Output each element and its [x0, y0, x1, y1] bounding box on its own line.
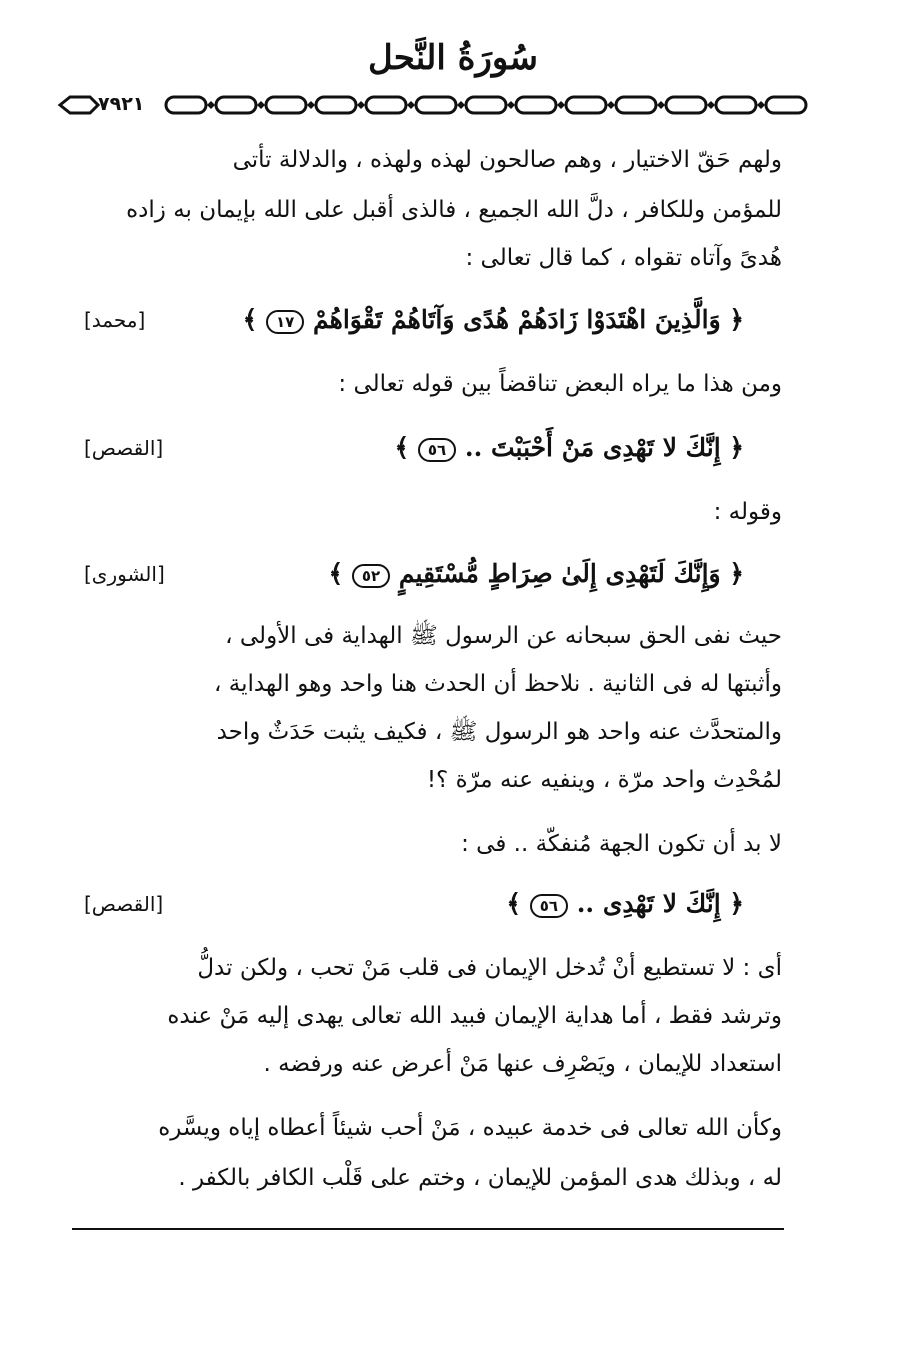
- page-number: ٧٩٢١: [98, 93, 145, 115]
- ayah-number: ٥٢: [352, 564, 390, 588]
- text-line: لا بد أن تكون الجهة مُنفكّة .. فى :: [461, 831, 782, 857]
- surah-reference: [الشورى]: [84, 562, 165, 586]
- verse-close-bracket: ﴾: [328, 559, 344, 588]
- text-line: لمُحْدِث واحد مرّة ، وينفيه عنه مرّة ؟!: [426, 767, 782, 793]
- text-line: استعداد للإيمان ، ويَصْرِف عنها مَنْ أعرض عنه ورفضه .: [263, 1051, 782, 1077]
- ayah-number: ١٧: [266, 310, 304, 334]
- text-line: وترشد فقط ، أما هداية الإيمان فبيد الله تعالى يهدى إليه مَنْ عنده: [167, 1003, 782, 1029]
- text-line: هُدىً وآتاه تقواه ، كما قال تعالى :: [465, 245, 782, 271]
- ornamental-border: [56, 92, 812, 118]
- text-line: ومن هذا ما يراه البعض تناقضاً بين قوله تعالى :: [338, 371, 782, 397]
- surah-title: سُورَةُ النَّحل: [368, 38, 538, 78]
- verse-text: ﴿ إِنَّكَ لا تَهْدِى ..: [576, 889, 744, 918]
- ayah-number: ٥٦: [418, 438, 456, 462]
- text-line: أى : لا تستطيع أنْ تُدخل الإيمان فى قلب مَنْ تحب ، ولكن تدلُّ: [197, 955, 782, 981]
- verse-text: ﴿ إِنَّكَ لا تَهْدِى مَنْ أَحْبَبْتَ ..: [464, 433, 744, 462]
- text-line: وقوله :: [713, 499, 782, 525]
- surah-reference: [القصص]: [84, 892, 164, 916]
- text-line: والمتحدَّث عنه واحد هو الرسول ﷺ ، فكيف يثبت حَدَثٌ واحد: [216, 719, 782, 745]
- footer-rule: [72, 1228, 784, 1230]
- text-line: وكأن الله تعالى فى خدمة عبيده ، مَنْ أحب شيئاً أعطاه إياه ويسَّره: [158, 1115, 782, 1141]
- verse-close-bracket: ﴾: [394, 433, 410, 462]
- verse-text: ﴿ وَالَّذِينَ اهْتَدَوْا زَادَهُمْ هُدًى وَآتَاهُمْ تَقْوَاهُمْ: [313, 305, 744, 334]
- text-line: وأثبتها له فى الثانية . نلاحظ أن الحدث هنا واحد وهو الهداية ،: [214, 671, 782, 697]
- text-line: له ، وبذلك هدى المؤمن للإيمان ، وختم على قَلْب الكافر بالكفر .: [178, 1165, 782, 1191]
- text-line: للمؤمن وللكافر ، دلَّ الله الجميع ، فالذى أقبل على الله بإيمان به زاده: [126, 197, 782, 223]
- surah-reference: [محمد]: [84, 308, 146, 332]
- quran-verse: [394, 428, 744, 468]
- verse-text: ﴿ وَإِنَّكَ لَتَهْدِى إِلَىٰ صِرَاطٍ مُّسْتَقِيمٍ: [398, 559, 744, 588]
- surah-reference: [القصص]: [84, 436, 164, 460]
- text-line: حيث نفى الحق سبحانه عن الرسول ﷺ الهداية فى الأولى ،: [225, 623, 782, 649]
- ayah-number: ٥٦: [530, 894, 568, 918]
- verse-close-bracket: ﴾: [506, 889, 521, 918]
- text-line: ولهم حَقّ الاختيار ، وهم صالحون لهذه ولهذه ، والدلالة تأتى: [232, 147, 782, 173]
- quran-verse: [328, 554, 744, 594]
- quran-verse: [243, 300, 744, 340]
- quran-verse: [506, 884, 744, 924]
- verse-close-bracket: ﴾: [242, 305, 258, 334]
